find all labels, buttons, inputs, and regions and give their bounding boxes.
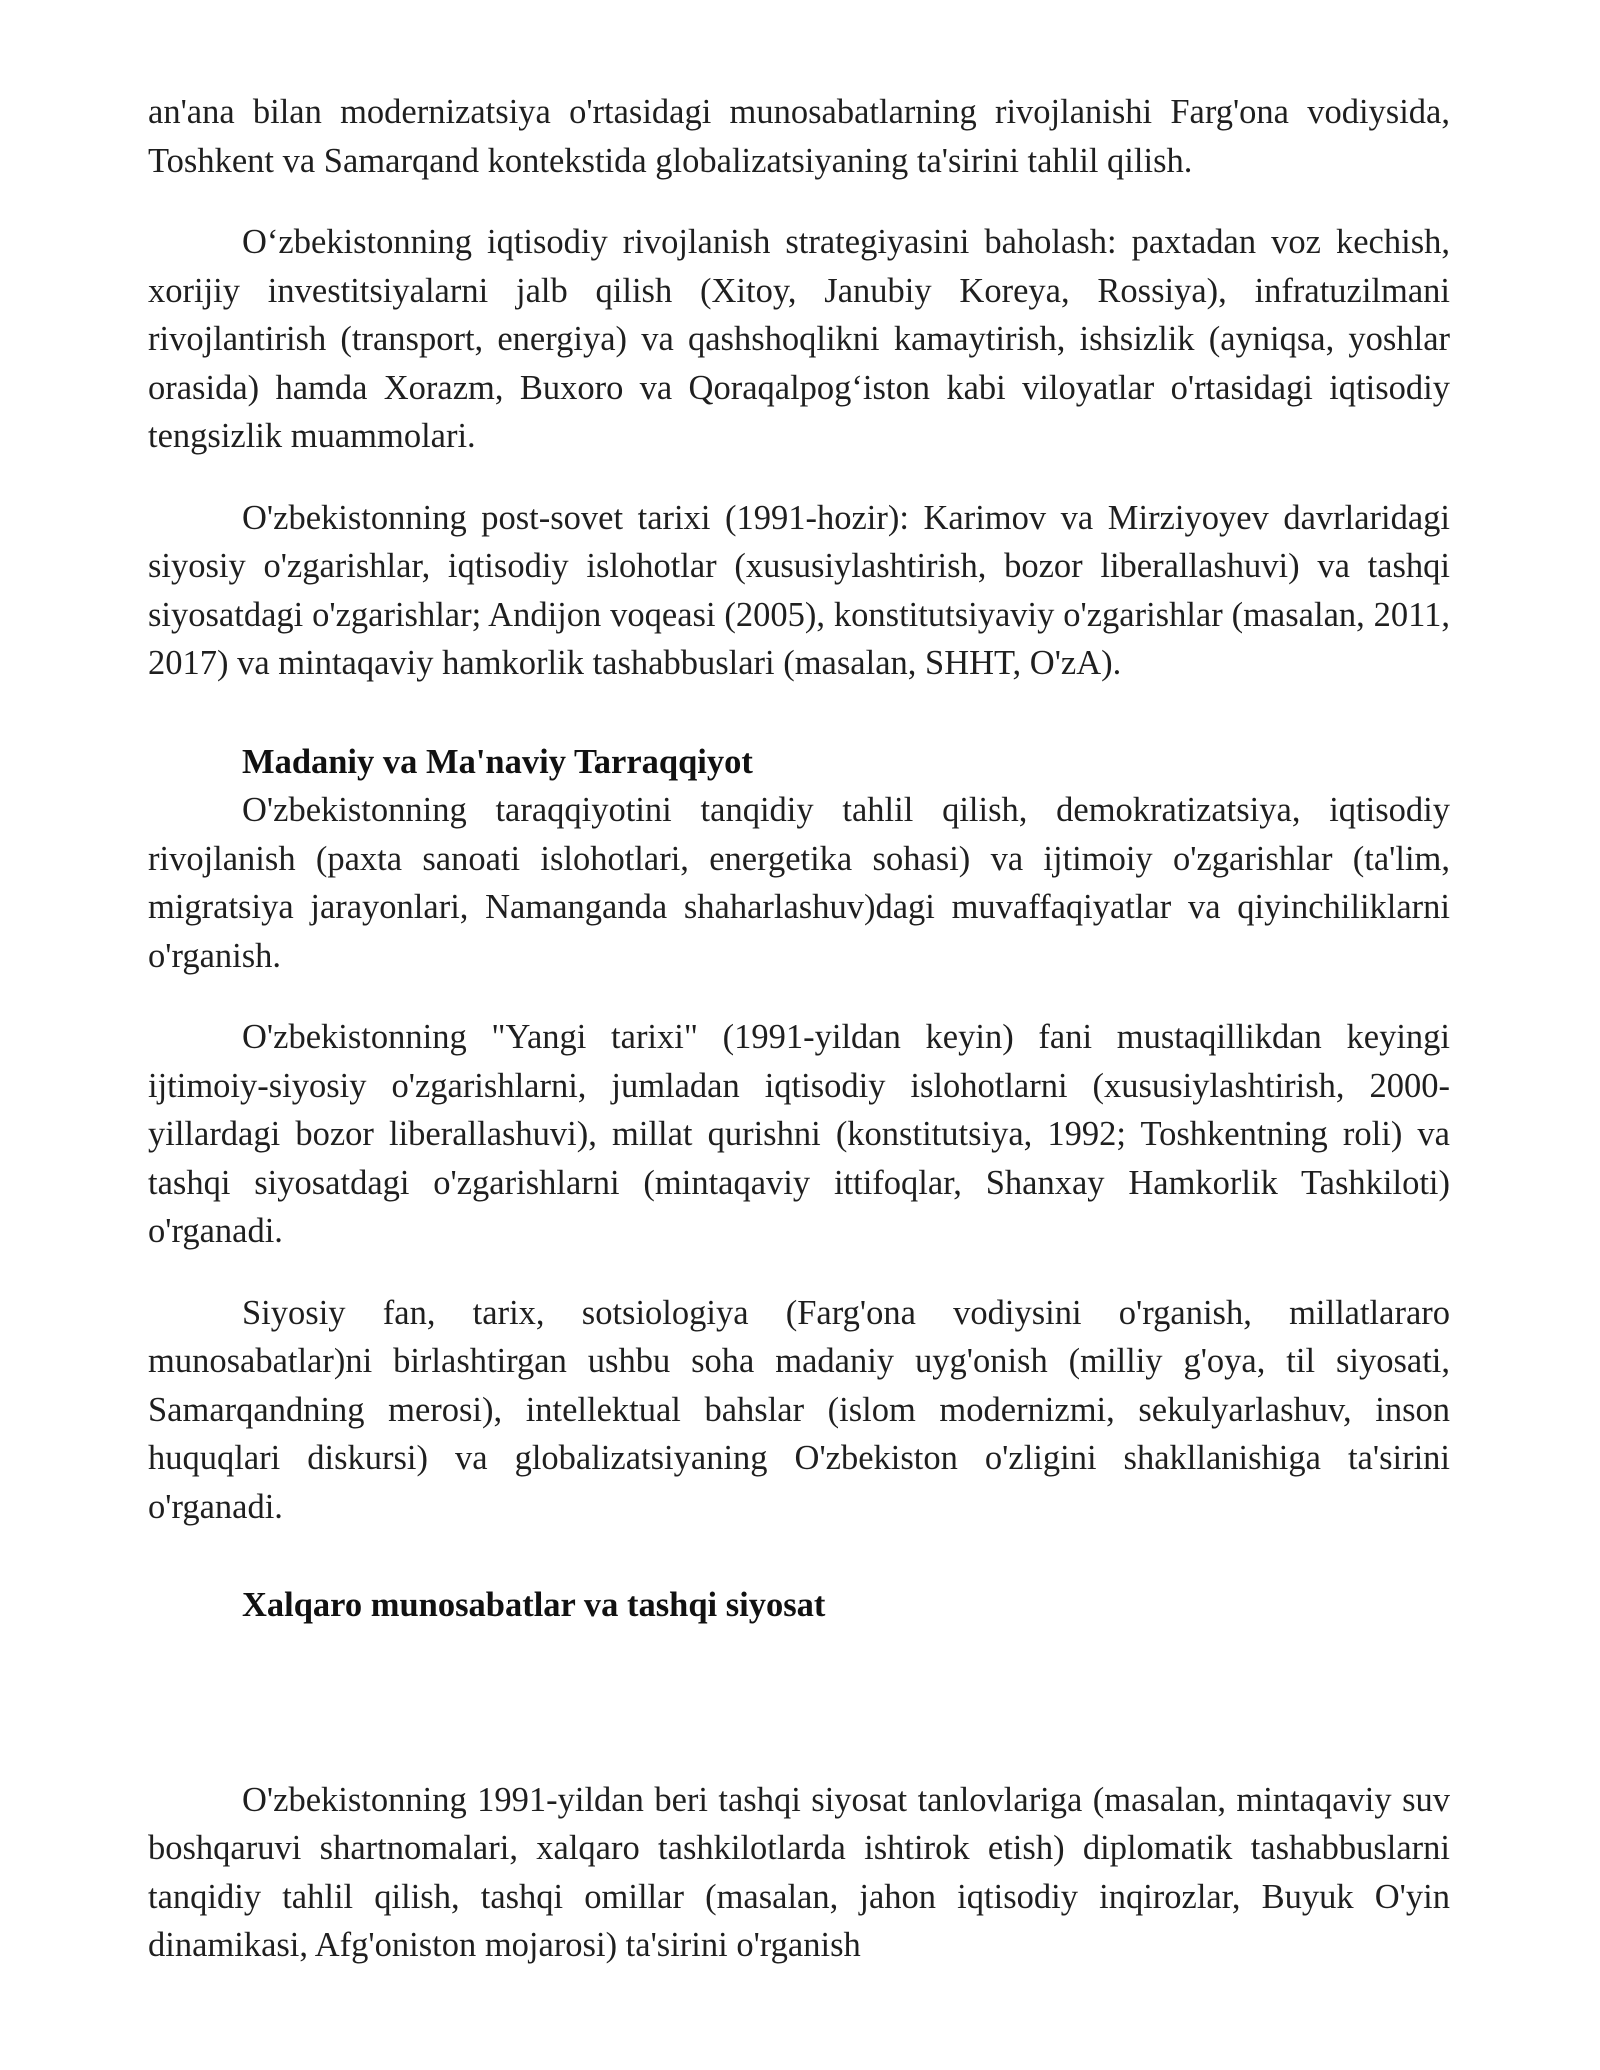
- heading-cultural-development: Madaniy va Ma'naviy Tarraqqiyot: [242, 742, 753, 781]
- paragraph-intro-continuation: an'ana bilan modernizatsiya o'rtasidagi munosabatlarning rivojlanishi Farg'ona vodiysida, Toshkent va Samarqand kontekstida globalizatsiyaning ta'sirini tahlil qilish.: [148, 93, 1450, 180]
- paragraph-economic-strategy: O‘zbekistonning iqtisodiy rivojlanish strategiyasini baholash: paxtadan voz kechish, xorijiy investitsiyalarni jalb qilish (Xitoy, Janubiy Koreya, Rossiya), infratuzilmani rivojlantirish (transport, energiya) va qashshoqlikni kamaytirish, ishsizlik (ayniqsa, yoshlar orasida) hamda Xorazm, Buxoro va Qoraqalpog‘iston kabi viloyatlar o'rtasidagi iqtisodiy tengsizlik muammolari.: [148, 223, 1450, 455]
- paragraph-critical-analysis: O'zbekistonning taraqqiyotini tanqidiy tahlil qilish, demokratizatsiya, iqtisodiy rivojlanish (paxta sanoati islohotlari, energetika sohasi) va ijtimoiy o'zgarishlar (ta'lim, migratsiya jarayonlari, Namanganda shaharlashuv)dagi muvaffaqiyatlar va qiyinchiliklarni o'rganish.: [148, 791, 1450, 975]
- heading-international-relations: Xalqaro munosabatlar va tashqi siyosat: [242, 1586, 826, 1624]
- paragraph-post-soviet-history: O'zbekistonning post-sovet tarixi (1991-hozir): Karimov va Mirziyoyev davrlaridagi siyosiy o'zgarishlar, iqtisodiy islohotlar (xususiylashtirish, bozor liberallashuvi) va tashqi siyosatdagi o'zgarishlar; Andijon voqeasi (2005), konstitutsiyaviy o'zgarishlar (masalan, 2011, 2017) va mintaqaviy hamkorlik tashabbuslari (masalan, SHHT, O'zA).: [148, 498, 1450, 682]
- paragraph-new-history: O'zbekistonning "Yangi tarixi" (1991-yildan keyin) fani mustaqillikdan keyingi ijtimoiy-siyosiy o'zgarishlarni, jumladan iqtisodiy islohotlarni (xususiylashtirish, 2000-yillardagi bozor liberallashuvi), millat qurishni (konstitutsiya, 1992; Toshkentning roli) va tashqi siyosatdagi o'zgarishlarni (mintaqaviy ittifoqlar, Shanxay Hamkorlik Tashkiloti) o'rganadi.: [148, 1018, 1450, 1250]
- paragraph-interdisciplinary-field: Siyosiy fan, tarix, sotsiologiya (Farg'ona vodiysini o'rganish, millatlararo munosabatlar)ni birlashtirgan ushbu soha madaniy uyg'onish (milliy g'oya, til siyosati, Samarqandning merosi), intellektual bahslar (islom modernizmi, sekulyarlashuv, inson huquqlari diskursi) va globalizatsiyaning O'zbekiston o'zligini shakllanishiga ta'sirini o'rganadi.: [148, 1293, 1450, 1526]
- document-body: [148, 88, 1450, 1970]
- paragraph-foreign-policy: O'zbekistonning 1991-yildan beri tashqi siyosat tanlovlariga (masalan, mintaqaviy suv boshqaruvi shartnomalari, xalqaro tashkilotlarda ishtirok etish) diplomatik tashabbuslarni tanqidiy tahlil qilish, tashqi omillar (masalan, jahon iqtisodiy inqirozlar, Buyuk O'yin dinamikasi, Afg'oniston mojarosi) ta'sirini o'rganish: [148, 1780, 1450, 1964]
